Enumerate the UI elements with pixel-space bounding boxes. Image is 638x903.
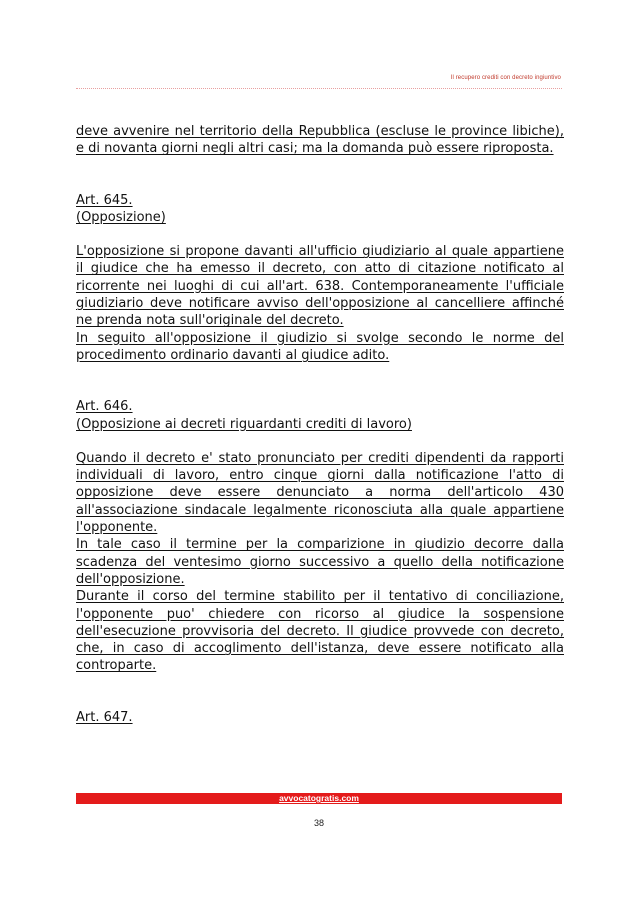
- spacer: [76, 364, 564, 398]
- spacer: [76, 226, 564, 243]
- footer-site-link[interactable]: avvocatogratis.com: [76, 793, 562, 804]
- article-645-paragraph-1: L'opposizione si propone davanti all'ufficio giudiziario al quale appartiene il giudice che ha emesso il decreto, con atto di citazione notificato al ricorrente nei luoghi di cui all'art. 638. Contemporaneamente l'ufficiale giudiziario deve notificare avviso dell'opposizione al cancelliere affinché ne prenda nota sull'originale del decreto.: [76, 244, 564, 329]
- article-645-paragraph-2: In seguito all'opposizione il giudizio si svolge secondo le norme del procedimento ordinario davanti al giudice adito.: [76, 330, 564, 363]
- article-646-title: (Opposizione ai decreti riguardanti crediti di lavoro): [76, 416, 412, 432]
- spacer: [76, 675, 564, 709]
- running-header-title: Il recupero crediti con decreto ingiuntivo: [450, 75, 561, 81]
- page-number: 38: [313, 818, 324, 828]
- spacer: [76, 158, 564, 192]
- spacer: [76, 433, 564, 450]
- article-645-title: (Opposizione): [76, 209, 166, 225]
- continued-paragraph: deve avvenire nel territorio della Repubblica (escluse le province libiche), e di novanta giorni negli altri casi; ma la domanda può essere riproposta.: [76, 124, 564, 157]
- article-646-paragraph-1: Quando il decreto e' stato pronunciato per crediti dipendenti da rapporti individuali di lavoro, entro cinque giorni dalla notificazione l'atto di opposizione deve essere denunciato a norma dell'articolo 430 all'associazione sindacale legalmente riconosciuta alla quale appartiene l'opponente.: [76, 450, 564, 536]
- article-647-number: Art. 647.: [76, 709, 133, 725]
- article-646-paragraph-3: Durante il corso del termine stabilito per il tentativo di conciliazione, l'opponente puo' chiedere con ricorso al giudice la sospensione dell'esecuzione provvisoria del decreto. Il giudice provvede con decreto, che, in caso di accoglimento dell'istanza, deve essere notificato alla controparte.: [76, 589, 564, 674]
- article-646-number: Art. 646.: [76, 399, 133, 415]
- article-645-number: Art. 645.: [76, 192, 133, 208]
- header-divider: [76, 88, 562, 89]
- article-646-paragraph-2: In tale caso il termine per la comparizione in giudizio decorre dalla scadenza del ventesimo giorno successivo a quello della notificazione dell'opposizione.: [76, 537, 564, 587]
- document-body: [76, 123, 564, 726]
